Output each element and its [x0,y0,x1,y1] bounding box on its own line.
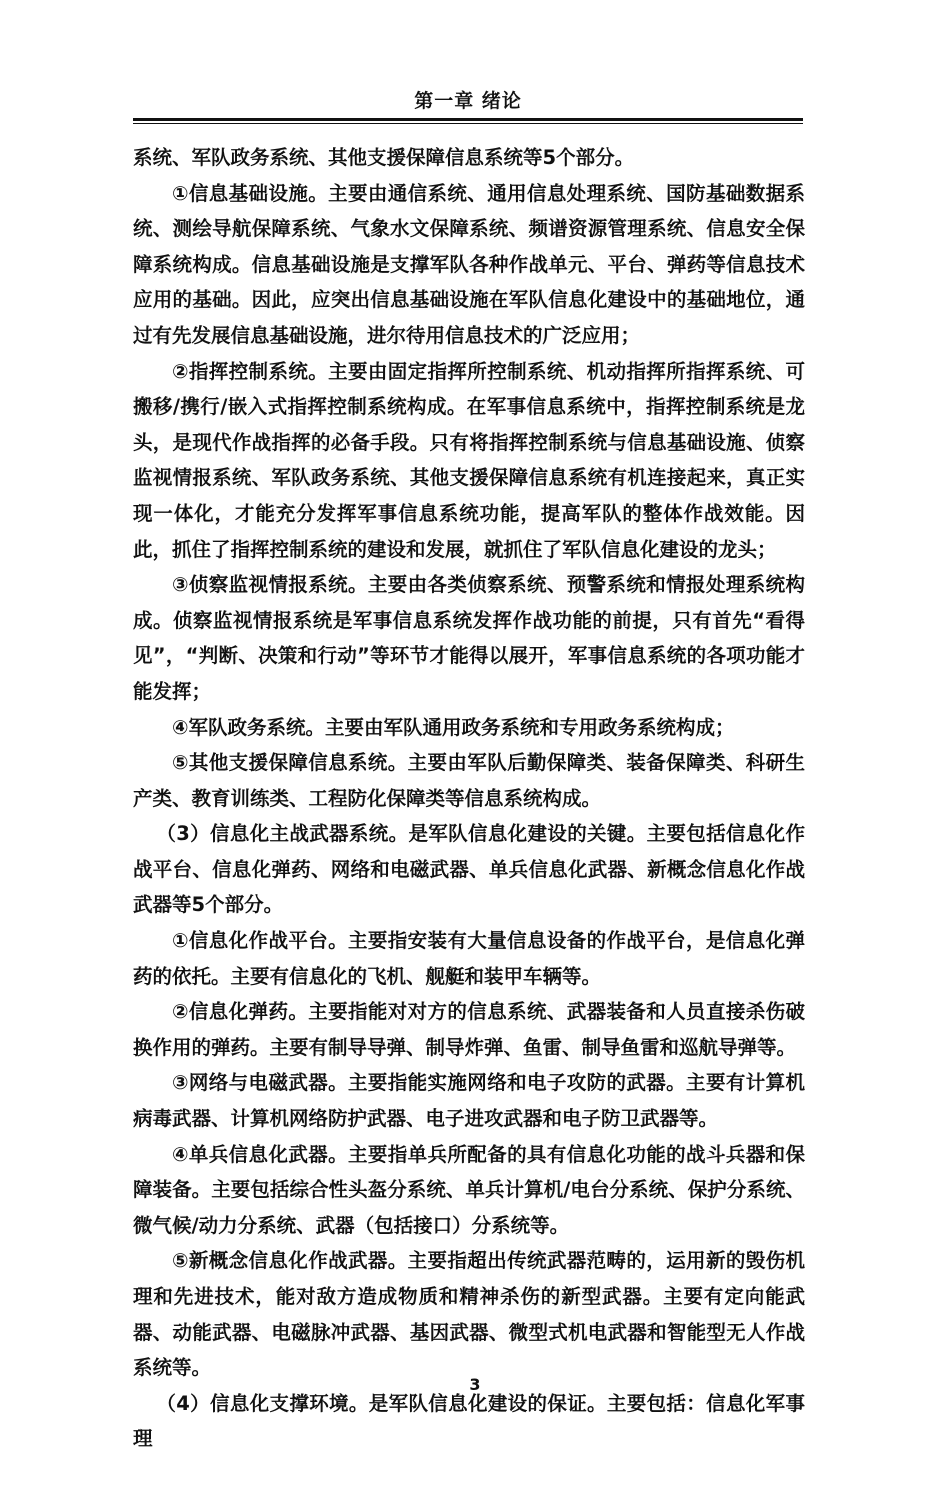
header-rule-thin [133,123,803,124]
chapter-header: 第一章 绪论 [414,90,522,112]
paragraph-support-environment: （4）信息化支撑环境。是军队信息化建设的保证。主要包括：信息化军事理 [133,1391,805,1451]
paragraph-command-control: ②指挥控制系统。主要由固定指挥所控制系统、机动指挥所指挥系统、可搬移/携行/嵌入式指挥控制系统构成。在军事信息系统中，指挥控制系统是龙头，是现代作战指挥的必备手段。只有将指挥控制系统与信息基础设施、侦察监视情报系统、军队政务系统、其他支援保障信息系统有机连接起来，真正实现一体化，才能充分发挥军事信息系统功能，提高军队的整体作战效能。因此，抓住了指挥控制系统的建设和发展，就抓住了军队信息化建设的龙头； [133,359,805,561]
paragraph-reconnaissance: ③侦察监视情报系统。主要由各类侦察系统、预警系统和情报处理系统构成。侦察监视情报系统是军事信息系统发挥作战功能的前提，只有首先“看得见”，“判断、决策和行动”等环节才能得以展开，军事信息系统的各项功能才能发挥； [133,573,805,703]
paragraph-weapon-systems: （3）信息化主战武器系统。是军队信息化建设的关键。主要包括信息化作战平台、信息化弹药、网络和电磁武器、单兵信息化武器、新概念信息化作战武器等5个部分。 [133,822,805,917]
page-number: 3 [469,1375,481,1394]
paragraph-cyber-weapons: ③网络与电磁武器。主要指能实施网络和电子攻防的武器。主要有计算机病毒武器、计算机网络防护武器、电子进攻武器和电子防卫武器等。 [133,1071,805,1131]
paragraph-combat-platform: ①信息化作战平台。主要指安装有大量信息设备的作战平台，是信息化弹药的依托。主要有信息化的飞机、舰艇和装甲车辆等。 [133,929,805,988]
paragraph-military-affairs: ④军队政务系统。主要由军队通用政务系统和专用政务系统构成； [172,715,735,739]
paragraph-continuation: 系统、军队政务系统、其他支援保障信息系统等5个部分。 [133,146,635,169]
paragraph-info-infrastructure: ①信息基础设施。主要由通信系统、通用信息处理系统、国防基础数据系统、测绘导航保障系统、气象水文保障系统、频谱资源管理系统、信息安全保障系统构成。信息基础设施是支撑军队各种作战单元、平台、弹药等信息技术应用的基础。因此，应突出信息基础设施在军队信息化建设中的基础地位，通过有先发展信息基础设施，进尔待用信息技术的广泛应用； [133,181,805,347]
body-text [133,140,805,1457]
paragraph-support-systems: ⑤其他支援保障信息系统。主要由军队后勤保障类、装备保障类、科研生产类、教育训练类、工程防化保障类等信息系统构成。 [133,751,805,810]
paragraph-munitions: ②信息化弹药。主要指能对对方的信息系统、武器装备和人员直接杀伤破换作用的弹药。主要有制导导弹、制导炸弹、鱼雷、制导鱼雷和巡航导弹等。 [133,1000,805,1059]
header-rule [133,118,803,121]
paragraph-soldier-weapons: ④单兵信息化武器。主要指单兵所配备的具有信息化功能的战斗兵器和保障装备。主要包括综合性头盔分系统、单兵计算机/电台分系统、保护分系统、微气候/动力分系统、武器（包括接口）分系统等。 [133,1142,805,1237]
paragraph-new-concept-weapons: ⑤新概念信息化作战武器。主要指超出传统武器范畴的，运用新的毁伤机理和先进技术，能对敌方造成物质和精神杀伤的新型武器。主要有定向能武器、动能武器、电磁脉冲武器、基因武器、微型式机电武器和智能型无人作战系统等。 [133,1249,805,1380]
